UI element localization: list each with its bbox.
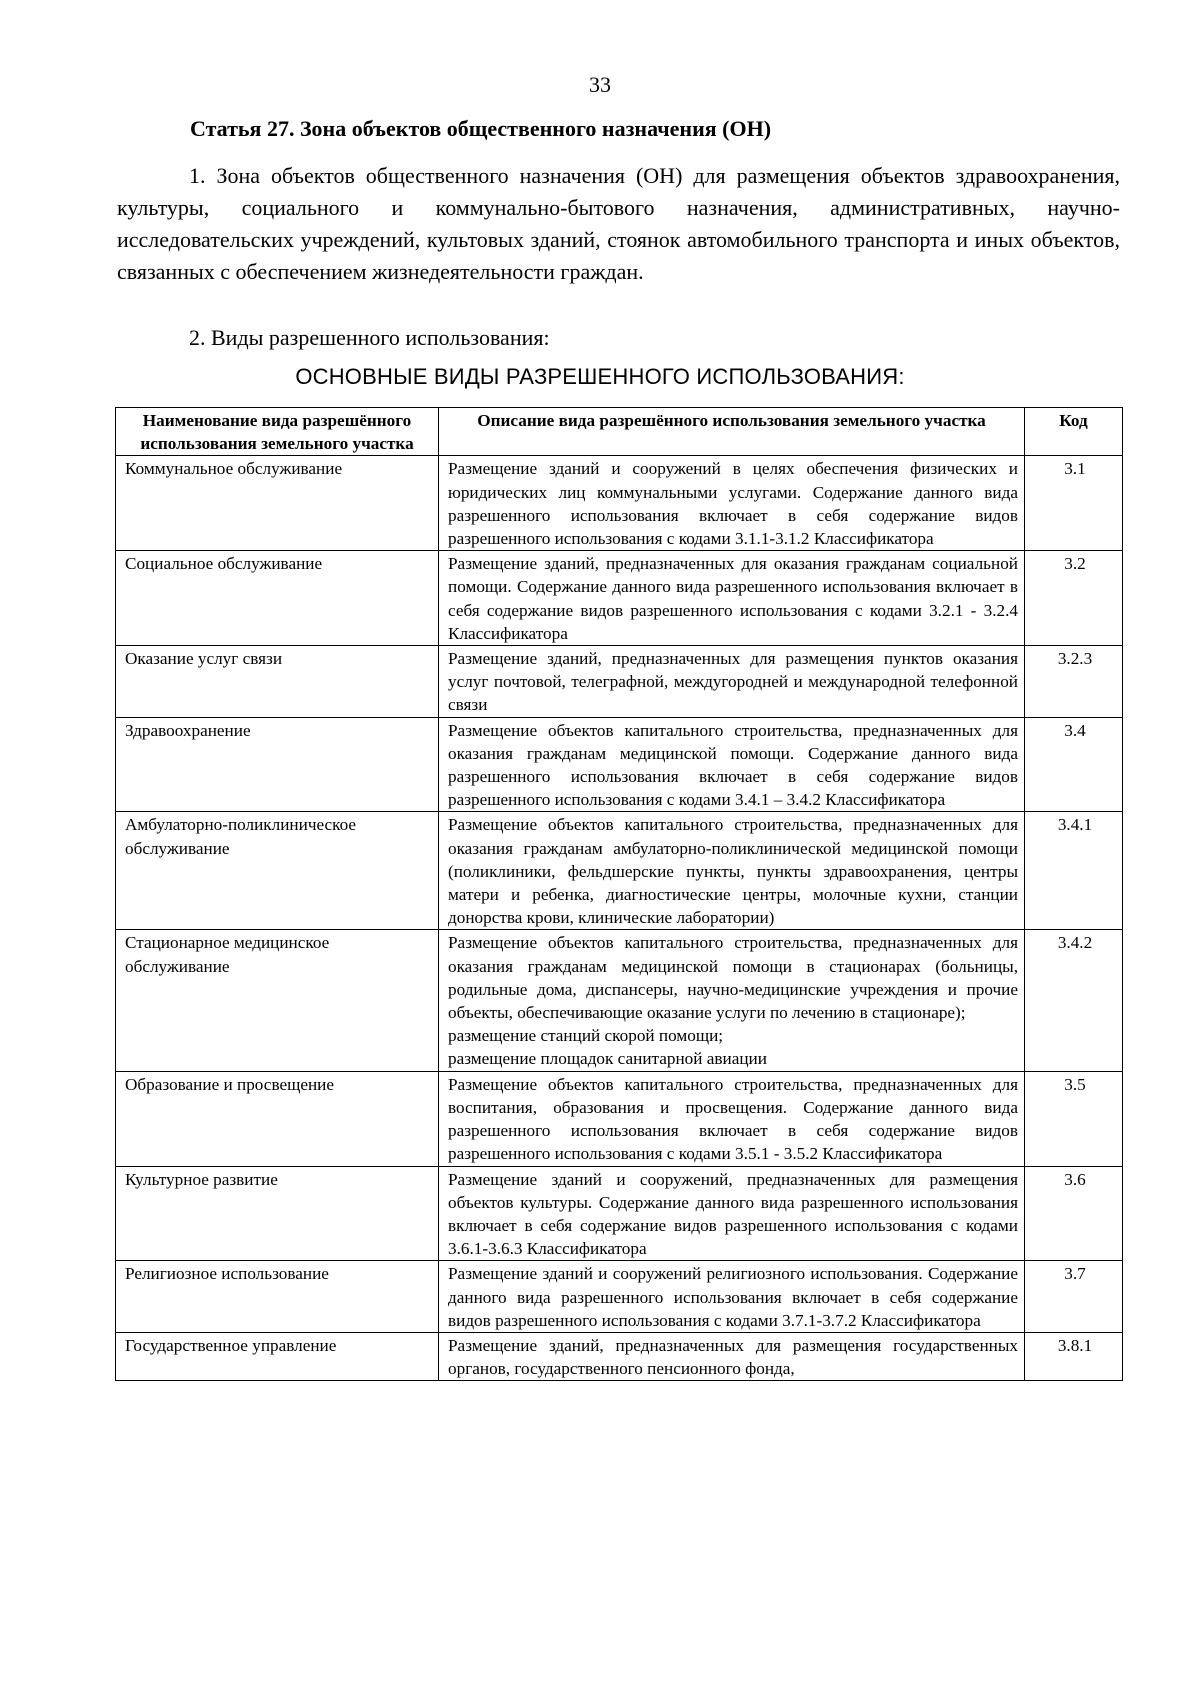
use-description-line: размещение станций скорой помощи;: [448, 1026, 724, 1046]
paragraph-permitted-uses: 2. Виды разрешенного использования:: [189, 325, 550, 350]
use-code: 3.5: [1025, 1071, 1123, 1166]
use-description: Размещение зданий, предназначенных для размещения государственных органов, государственного пенсионного фонда,: [439, 1332, 1025, 1380]
table-row: [116, 551, 1123, 646]
table-row: [116, 646, 1123, 718]
table-row: [116, 1071, 1123, 1166]
use-name: Религиозное использование: [116, 1261, 439, 1333]
permitted-uses-table: [115, 407, 1123, 1381]
use-description: Размещение объектов капитального строительства, предназначенных для оказания гражданам медицинской помощи. Содержание данного вида разрешенного использования включает в себя содержание видов разрешенного использования с кодами 3.4.1 – 3.4.2 Классификатора: [439, 717, 1025, 812]
header-name: Наименование вида разрешённого использования земельного участка: [116, 408, 439, 456]
page-number: 33: [589, 72, 611, 97]
section-heading: ОСНОВНЫЕ ВИДЫ РАЗРЕШЕННОГО ИСПОЛЬЗОВАНИЯ:: [295, 364, 905, 389]
table-row: [116, 717, 1123, 812]
use-name: Социальное обслуживание: [116, 551, 439, 646]
use-code: 3.1: [1025, 456, 1123, 551]
use-code: 3.4.1: [1025, 812, 1123, 930]
use-code: 3.6: [1025, 1166, 1123, 1261]
use-description: Размещение зданий и сооружений в целях обеспечения физических и юридических лиц коммунальными услугами. Содержание данного вида разрешенного использования включает в себя содержание видов разрешенного использования с кодами 3.1.1-3.1.2 Классификатора: [439, 456, 1025, 551]
use-name: Стационарное медицинское обслуживание: [116, 930, 439, 1071]
use-name: Коммунальное обслуживание: [116, 456, 439, 551]
use-code: 3.7: [1025, 1261, 1123, 1333]
table-row: [116, 456, 1123, 551]
paragraph-zone-description: 1. Зона объектов общественного назначения (ОН) для размещения объектов здравоохранения, культуры, социального и коммунально-бытового назначения, административных, научно-исследовательских учреждений, культовых зданий, стоянок автомобильного транспорта и иных объектов, связанных с обеспечением жизнедеятельности граждан.: [117, 163, 1120, 284]
use-code: 3.8.1: [1025, 1332, 1123, 1380]
header-description: Описание вида разрешённого использования земельного участка: [439, 408, 1025, 456]
use-description: Размещение зданий и сооружений, предназначенных для размещения объектов культуры. Содержание данного вида разрешенного использования включает в себя содержание видов разрешенного использования с кодами 3.6.1-3.6.3 Классификатора: [439, 1166, 1025, 1261]
use-code: 3.2.3: [1025, 646, 1123, 718]
article-title: Статья 27. Зона объектов общественного назначения (ОН): [190, 116, 772, 141]
use-description: Размещение объектов капитального строительства, предназначенных для воспитания, образования и просвещения. Содержание данного вида разрешенного использования включает в себя содержание видов разрешенного использования с кодами 3.5.1 - 3.5.2 Классификатора: [439, 1071, 1025, 1166]
table-row: [116, 1261, 1123, 1333]
header-code: Код: [1025, 408, 1123, 456]
table-row: [116, 812, 1123, 930]
use-description: Размещение зданий, предназначенных для размещения пунктов оказания услуг почтовой, телеграфной, междугородней и международной телефонной связи: [439, 646, 1025, 718]
use-description-line: Размещение объектов капитального строительства, предназначенных для оказания гражданам медицинской помощи в стационарах (больницы, родильные дома, диспансеры, научно-медицинские учреждения и прочие объекты, обеспечивающие оказание услуги по лечению в стационаре);: [448, 933, 1018, 1023]
use-description-line: размещение площадок санитарной авиации: [448, 1049, 767, 1069]
use-description: Размещение зданий и сооружений религиозного использования. Содержание данного вида разрешенного использования включает в себя содержание видов разрешенного использования с кодами 3.7.1-3.7.2 Классификатора: [439, 1261, 1025, 1333]
use-code: 3.4.2: [1025, 930, 1123, 1071]
use-name: Здравоохранение: [116, 717, 439, 812]
use-name: Оказание услуг связи: [116, 646, 439, 718]
use-code: 3.2: [1025, 551, 1123, 646]
use-name: Амбулаторно-поликлиническое обслуживание: [116, 812, 439, 930]
table-row: [116, 1166, 1123, 1261]
table-row: [116, 1332, 1123, 1380]
table-row: [116, 930, 1123, 1071]
table-header-row: [116, 408, 1123, 456]
use-description: [439, 930, 1025, 1071]
use-name: Культурное развитие: [116, 1166, 439, 1261]
use-name: Государственное управление: [116, 1332, 439, 1380]
use-description: Размещение зданий, предназначенных для оказания гражданам социальной помощи. Содержание данного вида разрешенного использования включает в себя содержание видов разрешенного использования с кодами 3.2.1 - 3.2.4 Классификатора: [439, 551, 1025, 646]
use-code: 3.4: [1025, 717, 1123, 812]
use-name: Образование и просвещение: [116, 1071, 439, 1166]
use-description: Размещение объектов капитального строительства, предназначенных для оказания гражданам амбулаторно-поликлинической медицинской помощи (поликлиники, фельдшерские пункты, пункты здравоохранения, центры матери и ребенка, диагностические центры, молочные кухни, станции донорства крови, клинические лаборатории): [439, 812, 1025, 930]
